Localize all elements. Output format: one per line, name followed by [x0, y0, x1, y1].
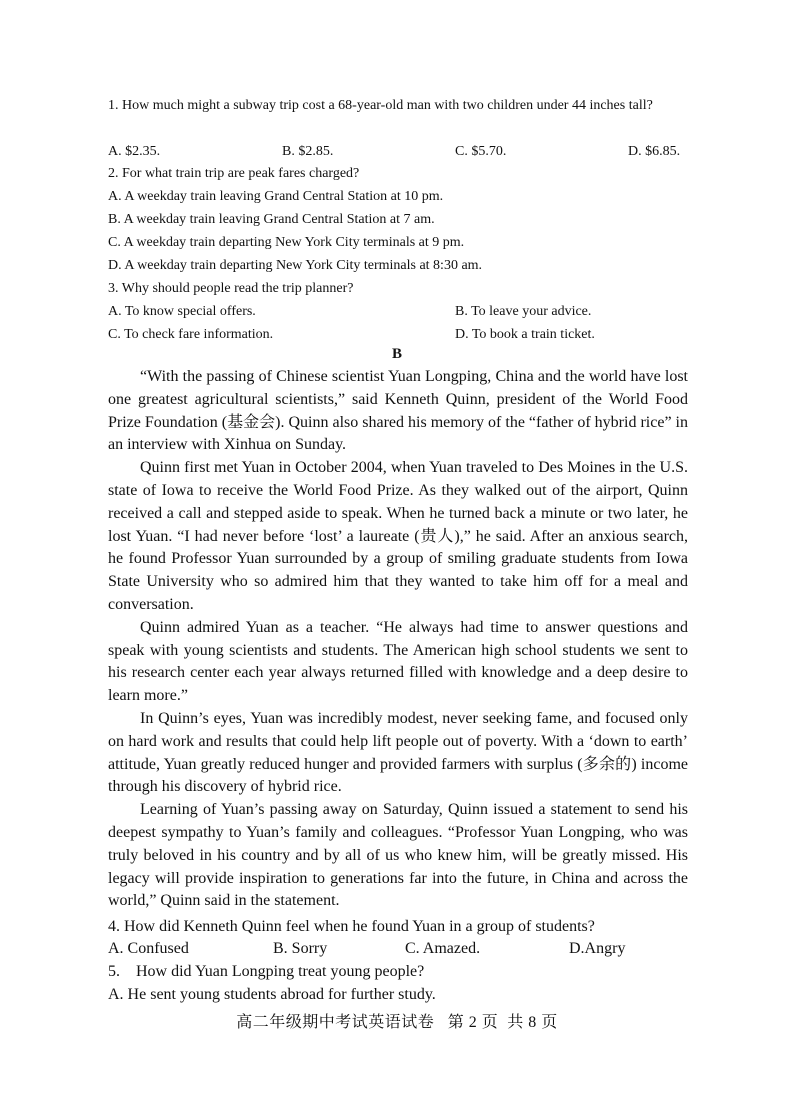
- question-3-option-c: C. To check fare information.: [108, 327, 274, 342]
- passage-paragraph: “With the passing of Chinese scientist Yuan Longping, China and the world have lost one greatest agricultural scientists,” said Kenneth Quinn, president of the World Food Prize Foundation (基金会). Quinn also shared his memory of the “father of hybrid rice” in an interview with Xinhua on Sunday.: [108, 368, 688, 454]
- question-3-option-a: A. To know special offers.: [108, 304, 256, 319]
- question-4-stem: 4. How did Kenneth Quinn feel when he found Yuan in a group of students?: [108, 918, 595, 935]
- question-3-option-b: B. To leave your advice.: [455, 304, 592, 319]
- question-1-option-d: D. $6.85.: [628, 144, 681, 159]
- passage-paragraph: Learning of Yuan’s passing away on Saturday, Quinn issued a statement to send his deepest sympathy to Yuan’s family and colleagues. “Professor Yuan Longping, who was truly beloved in his country and by all of us who knew him, will be greatly missed. His legacy will provide inspiration to generations far into the future, in China and across the world,” Quinn said in the statement.: [108, 801, 688, 910]
- question-2-option-d: D. A weekday train departing New York City terminals at 8:30 am.: [108, 258, 483, 273]
- question-4-option-a: A. Confused: [108, 940, 189, 957]
- question-4-options: [108, 937, 688, 960]
- question-5-option-a: A. He sent young students abroad for further study.: [108, 986, 436, 1003]
- section-b-title: B: [391, 346, 402, 362]
- question-1-option-a: A. $2.35.: [108, 144, 161, 159]
- question-2-stem: 2. For what train trip are peak fares charged?: [108, 166, 360, 181]
- passage-paragraph: Quinn first met Yuan in October 2004, when Yuan traveled to Des Moines in the U.S. state of Iowa to receive the World Food Prize. As they walked out of the airport, Quinn received a call and stepped aside to speak. When he turned back a minute or two later, he lost Yuan. “I had never before ‘lost’ a laureate (贵人),” he said. After an anxious search, he found Professor Yuan surrounded by a group of smiling graduate students from Iowa State University who so admired him that they wanted to take him off for a meal and conversation.: [108, 459, 688, 613]
- question-1-stem: 1. How much might a subway trip cost a 68-year-old man with two children under 44 inches tall?: [108, 98, 653, 113]
- question-1-options: [108, 140, 688, 163]
- question-4-option-c: C. Amazed.: [405, 940, 481, 957]
- passage-paragraph: Quinn admired Yuan as a teacher. “He always had time to answer questions and speak with young scientists and students. The American high school students we sent to his research center each year always returned filled with knowledge and a deep desire to learn more.”: [108, 618, 688, 705]
- page-footer: 高二年级期中考试英语试卷 第 2 页 共 8 页: [236, 1014, 558, 1031]
- question-2-option-b: B. A weekday train leaving Grand Central Station at 7 am.: [108, 212, 435, 227]
- question-4-option-b: B. Sorry: [273, 940, 328, 957]
- question-3-option-d: D. To book a train ticket.: [455, 327, 595, 342]
- question-1-option-b: B. $2.85.: [282, 144, 334, 159]
- question-3-stem: 3. Why should people read the trip planner?: [108, 281, 354, 296]
- question-1-option-c: C. $5.70.: [455, 144, 507, 159]
- question-5-stem: 5. How did Yuan Longping treat young people?: [108, 963, 425, 980]
- section-b-passage: [108, 366, 688, 913]
- question-3-options-row-1: [108, 300, 688, 323]
- question-4-option-d: D.Angry: [569, 940, 626, 957]
- question-2-option-a: A. A weekday train leaving Grand Central Station at 10 pm.: [108, 189, 444, 204]
- question-2-option-c: C. A weekday train departing New York City terminals at 9 pm.: [108, 235, 465, 250]
- passage-paragraph: In Quinn’s eyes, Yuan was incredibly modest, never seeking fame, and focused only on hard work and results that could help lift people out of poverty. With a ‘down to earth’ attitude, Yuan greatly reduced hunger and provided farmers with surplus (多余的) income through his discovery of hybrid rice.: [108, 709, 688, 796]
